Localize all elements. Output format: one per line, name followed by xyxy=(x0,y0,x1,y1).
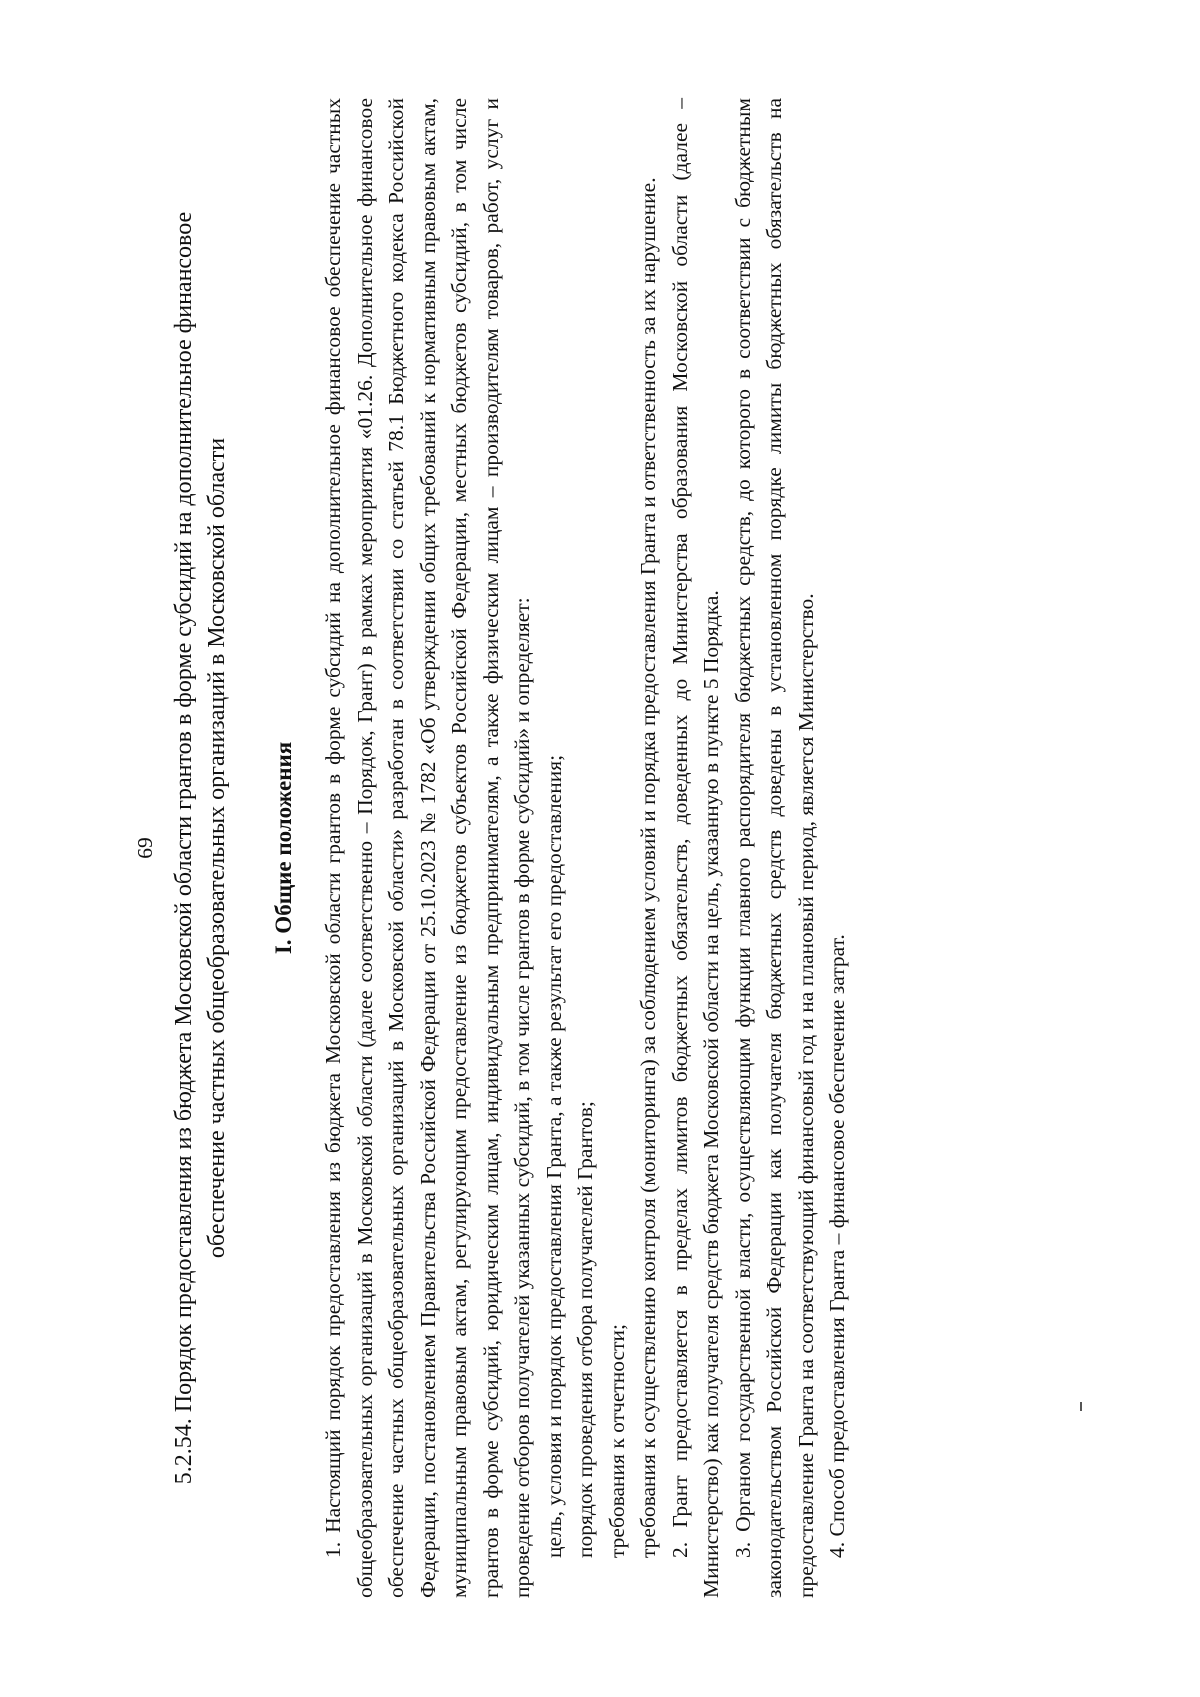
list-item-1: цель, условия и порядок предоставления Гранта, а также результат его предоставления; xyxy=(541,754,566,1558)
list-item-2: порядок проведения отбора получателей Грантов; xyxy=(573,1101,597,1558)
paragraph-2: 2. Грант предоставляется в пределах лимитов бюджетных обязательств, доведенных до Министерства образования Московской области (далее – Министерство) как получателя средств бюджета Московской области на цель, указанную в пункте 5 Порядка. xyxy=(667,98,723,1598)
paragraph-4: 4. Способ предоставления Гранта – финансовое обеспечение затрат. xyxy=(825,934,849,1558)
paragraph-1: 1. Настоящий порядок предоставления из бюджета Московской области грантов в форме субсидий на дополнительное финансовое обеспечение частных общеобразовательных организаций в Московской области (далее соответственно – Порядок, Грант) в рамках мероприятия «01.26. Дополнительное финансовое обеспечение частных общеобразовательных организаций в Московской области» разработан в соответствии со статьей 78.1 Бюджетного кодекса Российской Федерации, постановлением Правительства Российской Федерации от 25.10.2023 № 1782 «Об утверждении общих требований к нормативным правовым актам, муниципальным правовым актам, регулирующим предоставление из бюджетов субъектов Российской Федерации, местных бюджетов субсидий, в том числе грантов в форме субсидий, юридическим лицам, индивидуальным предпринимателям, а также физическим лицам – производителям товаров, работ, услуг и проведение отборов получателей указанных субсидий, в том числе грантов в форме субсидий» и определяет: xyxy=(321,98,534,1598)
document-title xyxy=(168,98,234,1598)
document-body xyxy=(318,98,854,1598)
section-heading: I. Общие положения xyxy=(271,741,296,955)
list-item-4: требования к осуществлению контроля (мониторинга) за соблюдением условий и порядка предоставления Гранта и ответственность за их нарушение. xyxy=(636,177,660,1558)
document-title-line-1: 5.2.54. Порядок предоставления из бюджета Московской области грантов в форме субсидий на дополнительное финансовое xyxy=(171,211,197,1485)
page-number: 69 xyxy=(133,837,157,859)
list-item-3: требования к отчетности; xyxy=(604,1324,629,1558)
paragraph-3: 3. Органом государственной власти, осуществляющим функции главного распорядителя бюджетных средств, до которого в соответствии с бюджетным законодательством Российской Федерации как получателя бюджетных средств доведены в установленном порядке лимиты бюджетных обязательств на предоставление Гранта на соответствующий финансовый год и на плановый период, является Министерство. xyxy=(730,98,818,1598)
rotated-text-block xyxy=(120,98,1080,1598)
scan-mark xyxy=(1080,1402,1082,1411)
document-title-line-2: обеспечение частных общеобразовательных организаций в Московской области xyxy=(204,437,230,1259)
